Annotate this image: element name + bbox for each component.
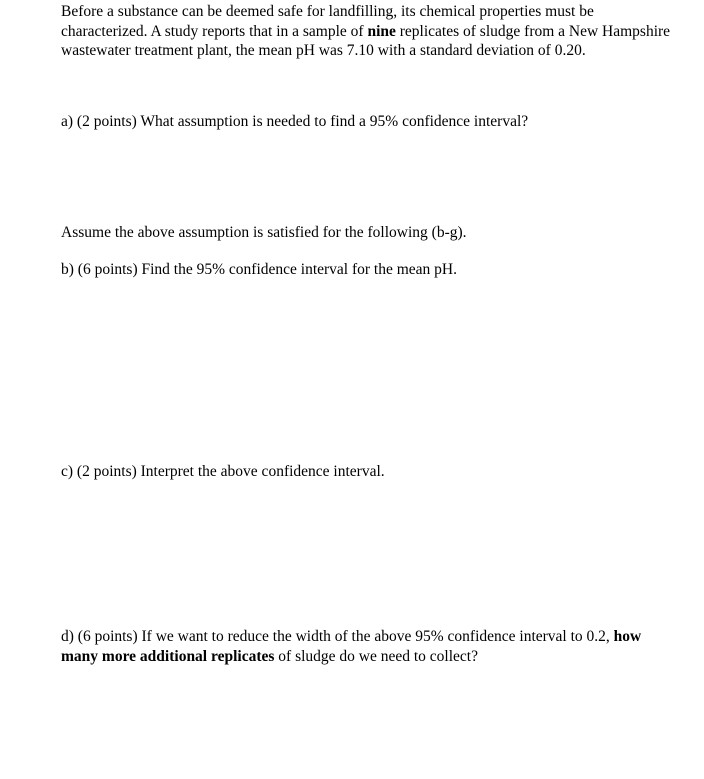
- assumption-note: Assume the above assumption is satisfied for the following (b-g).: [61, 224, 467, 241]
- question-d-bold: how many more additional replicates: [61, 628, 642, 665]
- question-b: b) (6 points) Find the 95% confidence interval for the mean pH.: [61, 261, 457, 278]
- question-a: a) (2 points) What assumption is needed to find a 95% confidence interval?: [61, 113, 529, 130]
- intro-bold-nine: nine: [367, 22, 396, 40]
- intro-text-2: replicates of sludge from a New Hampshire wastewater treatment plant, the mean pH was 7.10 with a standard deviation of 0.20.: [61, 22, 671, 59]
- intro-text-1: Before a substance can be deemed safe for landfilling, its chemical properties must be characterized. A study reports that in a sample of: [61, 3, 594, 40]
- question-d-text-2: of sludge do we need to collect?: [274, 647, 478, 665]
- problem-intro: [61, 2, 671, 61]
- question-d-text-1: d) (6 points) If we want to reduce the width of the above 95% confidence interval to 0.2,: [61, 628, 614, 645]
- question-d: [61, 627, 671, 666]
- question-c: c) (2 points) Interpret the above confidence interval.: [61, 463, 385, 480]
